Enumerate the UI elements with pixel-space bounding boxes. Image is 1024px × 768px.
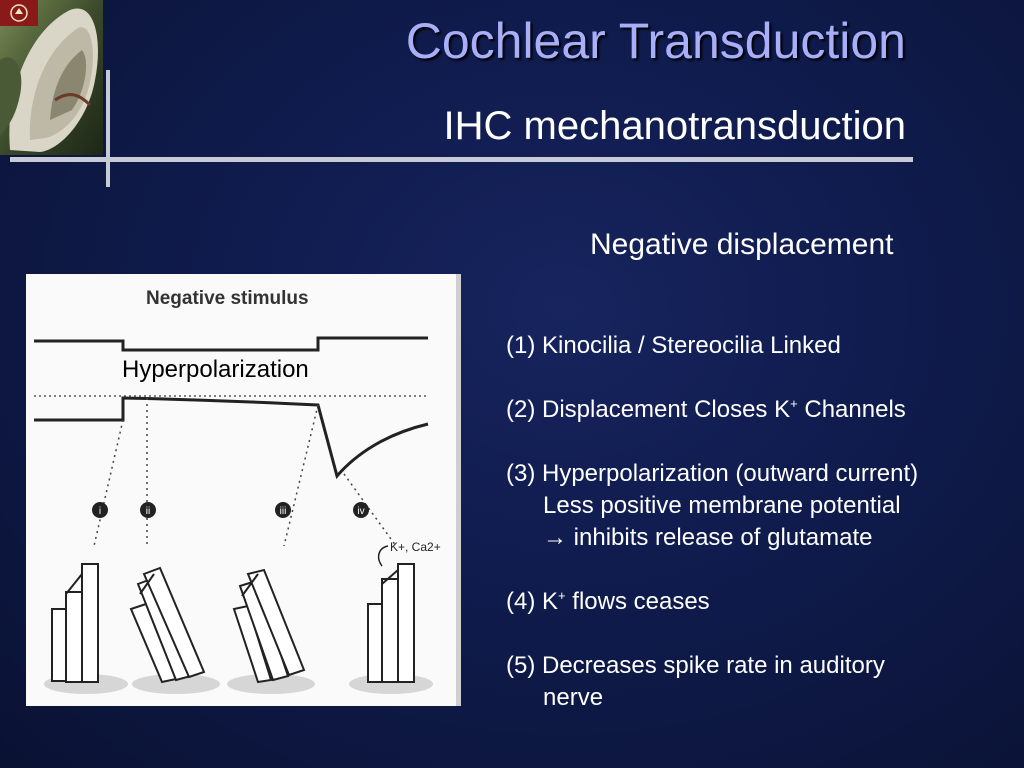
point-4	[506, 586, 1006, 618]
svg-text:iii: iii	[279, 506, 287, 517]
point-5	[506, 650, 1006, 714]
point-2-text-end: Channels	[797, 396, 906, 423]
figure-stimulus-label: Negative stimulus	[146, 288, 309, 309]
point-2	[506, 394, 1006, 426]
svg-text:i: i	[98, 506, 102, 517]
point-4-text-end: flows ceases	[565, 588, 710, 615]
slide-subtitle: IHC mechanotransduction	[443, 104, 906, 148]
point-2-superscript: +	[790, 396, 798, 411]
hair-cell-figure	[26, 274, 461, 706]
stimulus-trace	[34, 338, 428, 350]
section-heading: Negative displacement	[590, 228, 894, 261]
svg-text:ii: ii	[145, 506, 151, 517]
cochlea-illustration	[0, 0, 103, 155]
svg-text:iv: iv	[357, 506, 365, 517]
point-3-line-2: Less positive membrane potential	[543, 492, 901, 519]
ion-label: K+, Ca2+	[390, 540, 441, 554]
stage-markers	[92, 502, 369, 518]
point-3	[506, 458, 1006, 554]
points-list	[506, 330, 1006, 746]
point-4-text: (4) K	[506, 588, 559, 615]
hair-bundle-ii	[131, 568, 220, 694]
figure-response-label: Hyperpolarization	[122, 356, 309, 383]
hair-bundle-iii	[227, 570, 315, 694]
response-trace	[34, 398, 428, 476]
point-1	[506, 330, 1006, 362]
point-5-line-2: nerve	[543, 684, 604, 711]
point-3-line-1: (3) Hyperpolarization (outward current)	[506, 460, 919, 487]
point-3-line-3: → inhibits release of glutamate	[543, 524, 873, 551]
hair-bundle-iv	[349, 564, 433, 694]
hair-bundle-i	[44, 564, 128, 694]
header-vertical-rule	[106, 70, 110, 187]
slide-title: Cochlear Transduction	[405, 13, 906, 69]
connector-lines	[94, 398, 396, 546]
point-1-text: (1) Kinocilia / Stereocilia Linked	[506, 332, 841, 359]
point-2-text: (2) Displacement Closes K	[506, 396, 791, 423]
point-5-line-1: (5) Decreases spike rate in auditory	[506, 652, 885, 679]
header-horizontal-rule	[10, 157, 913, 162]
point-4-superscript: +	[558, 588, 566, 603]
university-seal-icon	[0, 0, 38, 26]
